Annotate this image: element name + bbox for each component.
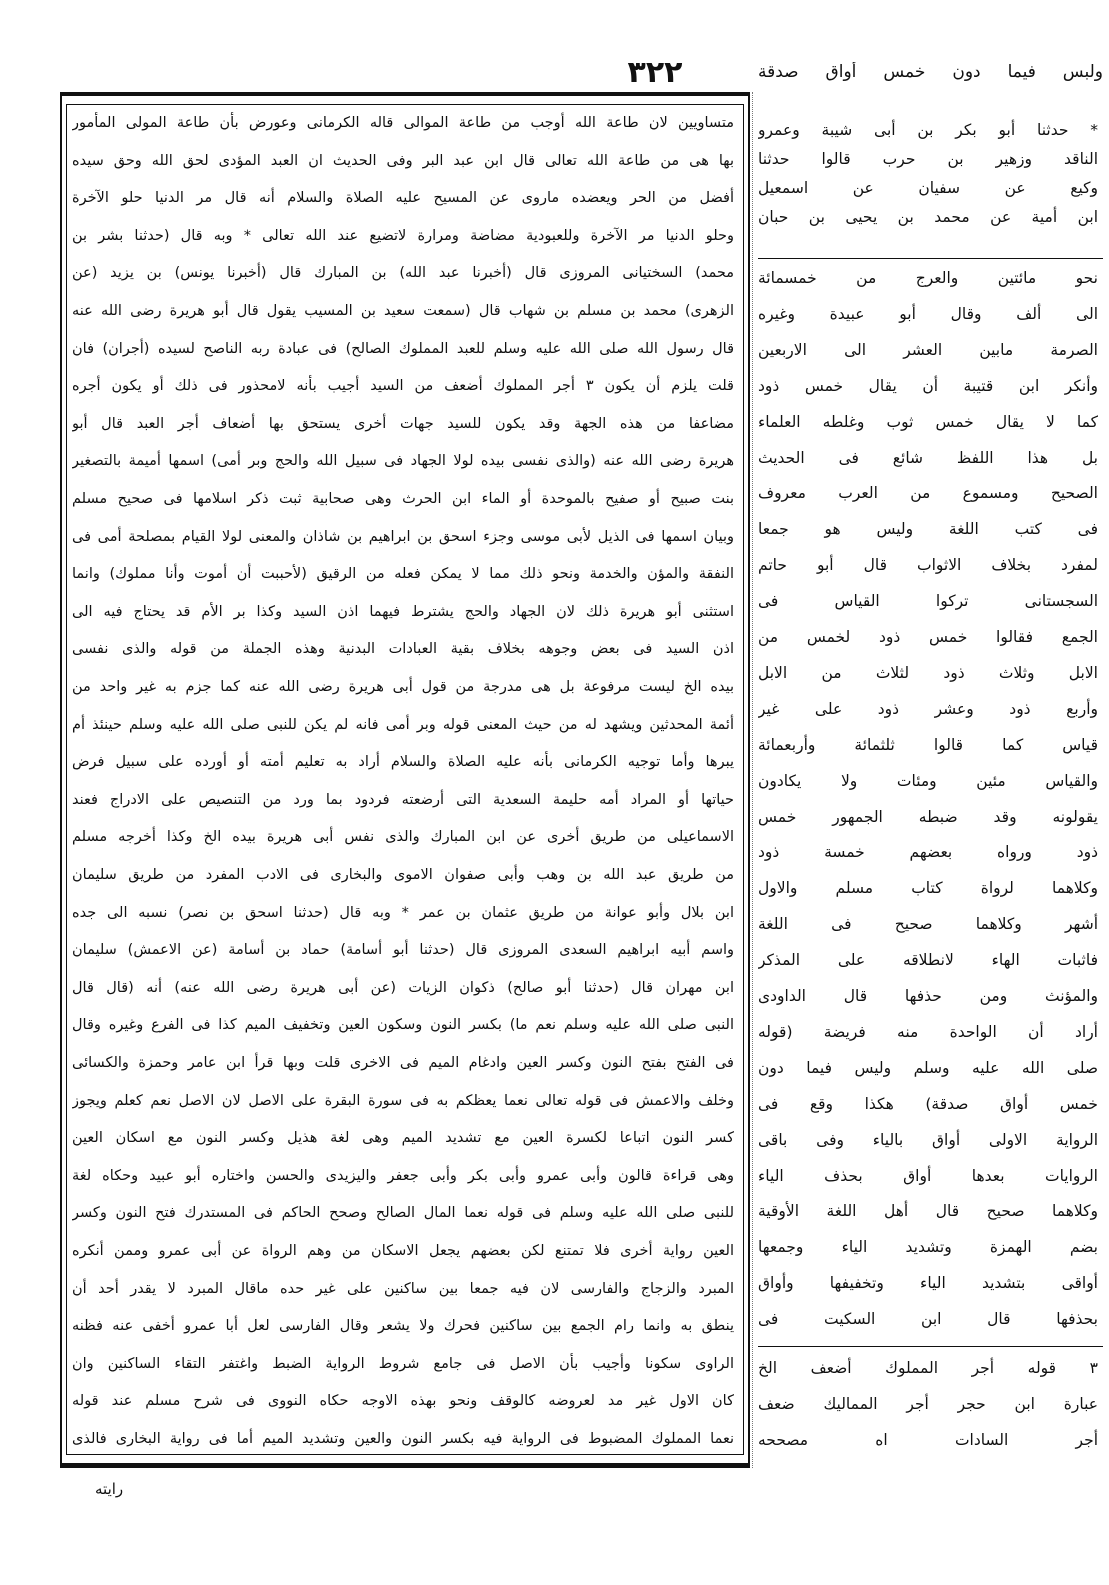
side-divider-top — [758, 258, 1103, 259]
text-line: كان الاول غير مد لعروضه كالوقف ونحو بهذه الاوجه حكاه النووى فى شرح مسلم عند قوله — [72, 1393, 734, 1410]
text-line: كسر النون اتباعا لكسرة العين مع تشديد الميم وهى لغة هذيل وكسر النون مع اسكان العين — [72, 1130, 734, 1147]
commentary-line: أراد أن الواحدة منه فريضة (قوله — [758, 1022, 1098, 1041]
side-column — [758, 92, 1103, 1468]
text-line: بها هى من طاعة الله تعالى قال ابن عبد البر وفى الحديث ان العبد المؤدى لحق الله وحق سيده — [72, 152, 734, 169]
text-line: حياتها أو المراد أمه حليمة السعدية التى أرضعته فردود بما ورد من التنصيص على الادراج فعند — [72, 791, 734, 808]
text-line: أفضل من الحر ويعضده ماروى عن المسيح عليه الصلاة والسلام أنه قال مر الدنيا حلو الآخرة — [72, 190, 734, 207]
commentary-line: السجستانى تركوا القياس فى — [758, 592, 1098, 611]
commentary-line: بحذفها قال ابن السكيت فى — [758, 1310, 1098, 1329]
commentary-line: فاثبات الهاء لانطلاقه على المذكر — [758, 951, 1098, 970]
text-line: من طريق عبد الله بن وهب وأبى صفوان الاموى والبخارى فى الادب المفرد من طريق سليمان — [72, 867, 734, 883]
text-line: بيده الخ ليست مرفوعة بل هى مدرجة من قول أبى هريرة رضى الله عنه كما جزم به غير واحد من — [72, 679, 734, 695]
commentary-line: الصحيح ومسموع من العرب معروف — [758, 484, 1098, 503]
text-line: الزهرى) محمد بن مسلم بن شهاب قال (سمعت سعيد بن المسيب يقول قال أبو هريرة رضى الله عنه — [72, 303, 734, 319]
commentary-line: نحو مائتين والعرج من خمسمائة — [758, 269, 1098, 287]
text-line: ينطق به وانما رام الجمع بين ساكنين فحرك ولا يشعر وقال الفارسى لعل أبا عمرو أخفى عنه فظنه — [72, 1318, 734, 1335]
commentary-line: الابل وثلاث ذود لثلاث من الابل — [758, 663, 1098, 682]
commentary-line: الروايات بعدها أواق بحذف الياء — [758, 1166, 1098, 1185]
text-line: مضاعفا من هذه الجهة وقد يكون للسيد جهات أخرى يستحق بها أضعاف أجر العبد قال أبو — [72, 415, 734, 432]
text-line: هريرة رضى الله عنه (والذى نفسى بيده لولا الجهاد فى سبيل الله والحج وبر أمى) اسمها أميمة بالتصغير — [72, 453, 734, 470]
side-text-line: ابن أمية عن محمد بن يحيى بن حبان — [758, 208, 1098, 226]
column-divider — [752, 92, 753, 1468]
footnote-line: ٣ قوله أجر المملوك أضعف الخ — [758, 1359, 1098, 1377]
commentary-line: كما لا يقال خمس ثوب وغلطه العلماء — [758, 412, 1098, 431]
text-line: ابن بلال وأبو عوانة من طريق عثمان بن عمر * وبه قال (حدثنا اسحق بن نصر) نسبه الى جده — [72, 904, 734, 921]
text-line: اذن السيد فى بعض وجوهه بخلاف بقية العبادات البدنية وهذه الجملة من قوله والذى نفسى — [72, 641, 734, 658]
commentary-line: والمؤنث ومن حذفها قال الداودى — [758, 987, 1098, 1005]
footnote-divider — [758, 1346, 1103, 1347]
text-line: المبرد والزجاج والفارسى لان فيه جمعا بين ساكنين على غير حده ماقال المبرد لا يقدر أحد أن — [72, 1280, 734, 1297]
commentary-line: وأربع ذود وعشر ذود على غير — [758, 699, 1098, 718]
text-line: النفقة والمؤن والخدمة ونحو ذلك مما لا يمكن فعله من الرقيق (لأحببت أن أموت وأنا مملوك) وانما — [72, 566, 734, 583]
commentary-line: بضم الهمزة وتشديد الياء وجمعها — [758, 1238, 1098, 1257]
text-line: الاسماعيلى من طريق أخرى عن ابن المبارك والذى نفس أبى هريرة بيده الخ وكذا أخرجه مسلم — [72, 829, 734, 846]
text-line: قال رسول الله صلى الله عليه وسلم للعبد المملوك الصالح) فى عبادة ربه الناصح لسيده (أجران) فان — [72, 340, 734, 357]
commentary-line: لمفرد بخلاف الاثواب قال أبو حاتم — [758, 556, 1098, 575]
commentary-line: يقولونه وقد ضبطه الجمهور خمس — [758, 807, 1098, 826]
catchword: رايته — [95, 1480, 124, 1498]
text-line: واسم أبيه ابراهيم السعدى المروزى قال (حدثنا أبو أسامة) حماد بن أسامة (عن الاعمش) سليمان — [72, 942, 734, 959]
text-line: استثنى أبو هريرة ذلك لان الجهاد والحج يشترط فيهما اذن السيد وكذا بر الأم قد يحتاج فيه الى — [72, 603, 734, 620]
text-line: وحلو الدنيا مر الآخرة وللعبودية مضاضة ومرارة لاتضيع عند الله تعالى * وبه قال (حدثنا بشر بن — [72, 227, 734, 244]
commentary-line: وأنكر ابن قتيبة أن يقال خمس ذود — [758, 376, 1098, 395]
commentary-line: والقياس مئين ومئات ولا يكادون — [758, 771, 1098, 790]
text-line: محمد) السختيانى المروزى قال (أخبرنا عبد الله) بن المبارك قال (أخبرنا يونس) بن يزيد (عن — [72, 265, 734, 282]
text-line: النبى صلى الله عليه وسلم نعم ما) بكسر النون وسكون العين وتخفيف الميم كذا فى الفرع وغيره وقال — [72, 1017, 734, 1034]
commentary-line: قياس كما قالوا ثلثمائة وأربعمائة — [758, 735, 1098, 754]
page-number: ٣٢٢ — [627, 55, 683, 90]
footnote-line: أجر السادات اه مصححه — [758, 1431, 1098, 1449]
commentary-line: وكلاهما صحيح قال أهل اللغة الأوقية — [758, 1202, 1098, 1221]
text-line: متساويين لان طاعة الله أوجب من طاعة الموالى قاله الكرمانى وعورض بأن طاعة المولى المأمور — [72, 115, 734, 131]
side-text-line: * حدثنا أبو بكر بن أبى شيبة وعمرو — [758, 121, 1098, 139]
commentary-line: الى ألف وقال أبو عبيدة وغيره — [758, 304, 1098, 323]
text-line: ابن مهران قال (حدثنا أبو صالح) ذكوان الزيات (عن أبى هريرة رضى الله عنه) أنه (قال قال — [72, 979, 734, 996]
text-line: فى الفتح بفتح النون وكسر العين وادغام الميم فى الاخرى قلت وبها قرأ ابن عامر وحمزة والكسائى — [72, 1055, 734, 1071]
side-text-line: الناقد وزهير بن حرب قالوا حدثنا — [758, 150, 1098, 168]
text-line: بنت صبيح أو صفيح بالموحدة أو الماء ابن الحرث وهى صحابية ثبت ذكر اسلامها فى صحيح مسلم — [72, 491, 734, 507]
text-line: أئمة المحدثين ويشهد له من حيث المعنى قوله وبر أمى فانه لم يكن للنبى صلى الله عليه وسلم حينئذ أم — [72, 716, 734, 733]
commentary-line: خمس أواق صدقة) هكذا وقع فى — [758, 1094, 1098, 1113]
commentary-line: بل هذا اللفظ شائع فى الحديث — [758, 448, 1098, 467]
commentary-line: صلى الله عليه وسلم وليس فيما دون — [758, 1058, 1098, 1077]
text-line: العين رواية أخرى فلا تمتنع لكن بعضهم يجعل الاسكان من وهم الرواة عن أبى عمرو وممن أنكره — [72, 1243, 734, 1259]
commentary-line: وكلاهما لرواة كتاب مسلم والاول — [758, 879, 1098, 898]
text-line: وخلف والاعمش فى قوله تعالى نعما يعظكم به فى سورة البقرة على الاصل لان الاصل نعم كعلم ويجوز — [72, 1092, 734, 1109]
text-line: يبرها وأما توجيه الكرمانى بأنه عليه الصلاة والسلام أراد به تعليم أمته أو أورده على سبيل فرض — [72, 754, 734, 771]
commentary-line: فى كتب اللغة وليس هو جمعا — [758, 520, 1098, 539]
footnote-line: عبارة ابن حجر أجر المماليك ضعف — [758, 1395, 1098, 1413]
text-line: وهى قراءة قالون وأبى عمرو وأبى بكر وأبى جعفر واليزيدى والحسن واختاره أبو عبيد وحكاه لغة — [72, 1167, 734, 1184]
text-line: للنبى صلى الله عليه وسلم فى قوله نعما المال الصالح وصحح الحاكم فى المستدرك فتح النون وكسر — [72, 1205, 734, 1222]
side-text-line: وكيع عن سفيان عن اسمعيل — [758, 179, 1098, 197]
commentary-line: أشهر وكلاهما صحيح فى اللغة — [758, 915, 1098, 934]
text-line: قلت يلزم أن يكون ٣ أجر المملوك أضعف من السيد أجيب بأنه لامحذور فى ذلك أو يكون أجره — [72, 378, 734, 395]
text-line: نعما المملوك المضبوط فى الرواية فيه بكسر النون والعين وتشديد الميم أما فى رواية البخارى فالذى — [72, 1431, 734, 1447]
running-head: ولبس فيما دون خمس أواق صدقة — [758, 62, 1103, 82]
main-text-frame — [60, 92, 750, 1468]
commentary-line: أواقى بتشديد الياء وتخفيفها وأواق — [758, 1274, 1098, 1293]
commentary-line: ذود ورواه بعضهم خمسة ذود — [758, 843, 1098, 862]
text-line: الراوى سكونا وأجيب بأن الاصل فى جامع شروط الرواية الضبط واغتفر التقاء الساكنين وان — [72, 1355, 734, 1372]
commentary-line: الجمع فقالوا خمس ذود لخمس من — [758, 628, 1098, 646]
commentary-line: الصرمة مابين العشر الى الاربعين — [758, 340, 1098, 359]
commentary-line: الرواية الاولى أواق بالياء وفى باقى — [758, 1130, 1098, 1149]
text-line: وبيان اسمها فى الذيل لأبى موسى وجزء اسحق بن ابراهيم بن شاذان والمعنى لولا القيام بمصلحة أمى فى — [72, 528, 734, 545]
